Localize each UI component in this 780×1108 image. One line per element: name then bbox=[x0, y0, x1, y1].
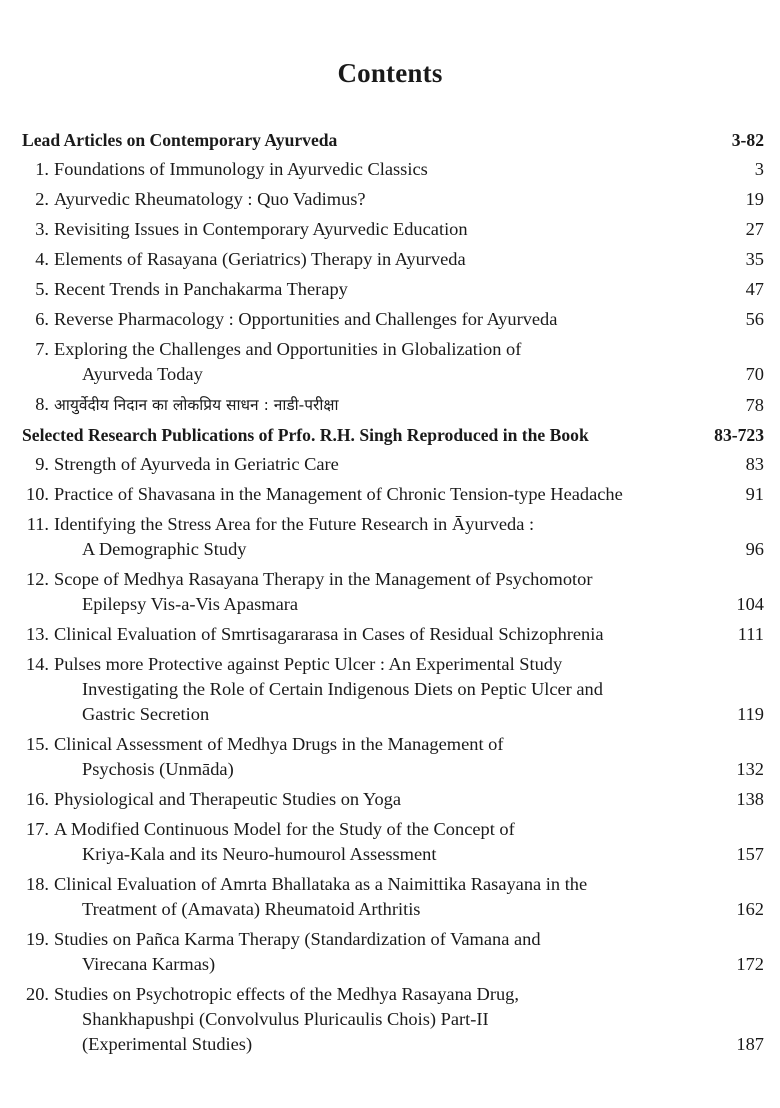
entry-number: 4. bbox=[35, 249, 49, 269]
entry-number: 13. bbox=[26, 624, 49, 644]
entry-title-line: Elements of Rasayana (Geriatrics) Therapy in Ayurveda bbox=[54, 249, 466, 269]
section-title: Selected Research Publications of Prfo. R.H. Singh Reproduced in the Book bbox=[22, 425, 589, 445]
entry-number: 12. bbox=[26, 569, 49, 589]
entry-number: 10. bbox=[26, 484, 49, 504]
entry-title-line: Strength of Ayurveda in Geriatric Care bbox=[54, 454, 339, 474]
entry-title-line: Foundations of Immunology in Ayurvedic Classics bbox=[54, 159, 428, 179]
entry-title-line: A Modified Continuous Model for the Study of the Concept of bbox=[54, 819, 515, 839]
toc-entry[interactable] bbox=[22, 392, 764, 418]
entry-title-line: Physiological and Therapeutic Studies on Yoga bbox=[54, 789, 402, 809]
entry-number: 14. bbox=[26, 654, 49, 674]
toc-entry[interactable] bbox=[22, 337, 764, 387]
section-title: Lead Articles on Contemporary Ayurveda bbox=[22, 130, 338, 150]
entry-title bbox=[54, 452, 724, 477]
entry-title-continuation: Psychosis (Unmāda) bbox=[82, 759, 234, 779]
entry-title bbox=[54, 512, 724, 562]
entry-number: 17. bbox=[26, 819, 49, 839]
entry-page-number: 56 bbox=[745, 309, 764, 329]
entry-number: 19. bbox=[26, 929, 49, 949]
entry-page-number: 104 bbox=[736, 594, 764, 614]
entry-title-continuation: Kriya-Kala and its Neuro-humourol Assessment bbox=[82, 844, 437, 864]
toc-entry[interactable] bbox=[22, 512, 764, 562]
toc-entry[interactable] bbox=[22, 872, 764, 922]
toc-entry[interactable] bbox=[22, 187, 764, 212]
entry-number: 2. bbox=[35, 189, 49, 209]
entry-title-line: Reverse Pharmacology : Opportunities and Challenges for Ayurveda bbox=[54, 309, 558, 329]
entry-page-number: 70 bbox=[745, 364, 764, 384]
page-title: Contents bbox=[337, 58, 443, 88]
entry-page-number: 157 bbox=[736, 844, 764, 864]
entry-number: 5. bbox=[35, 279, 49, 299]
section-page-range: 3-82 bbox=[731, 130, 764, 150]
entry-title-line: Clinical Evaluation of Amrta Bhallataka as a Naimittika Rasayana in the bbox=[54, 874, 588, 894]
entry-title-continuation: Epilepsy Vis-a-Vis Apasmara bbox=[82, 594, 299, 614]
entry-title bbox=[54, 982, 724, 1057]
entry-title bbox=[54, 652, 724, 727]
entry-page-number: 91 bbox=[745, 484, 764, 504]
entry-number: 16. bbox=[26, 789, 49, 809]
toc-entry[interactable] bbox=[22, 732, 764, 782]
section-heading bbox=[22, 423, 764, 448]
entry-title bbox=[54, 392, 724, 418]
entry-title bbox=[54, 567, 724, 617]
entry-page-number: 162 bbox=[736, 899, 764, 919]
entry-title bbox=[54, 927, 724, 977]
toc-entry[interactable] bbox=[22, 787, 764, 812]
section-heading bbox=[22, 128, 764, 153]
entry-title bbox=[54, 157, 724, 182]
entry-title-line: Studies on Pañca Karma Therapy (Standardization of Vamana and bbox=[54, 929, 541, 949]
toc-entry[interactable] bbox=[22, 307, 764, 332]
entry-page-number: 3 bbox=[754, 159, 764, 179]
entry-page-number: 119 bbox=[737, 704, 764, 724]
section-page-range: 83-723 bbox=[714, 425, 764, 445]
entry-title bbox=[54, 872, 724, 922]
entry-page-number: 172 bbox=[736, 954, 764, 974]
entry-page-number: 187 bbox=[736, 1034, 764, 1054]
entry-title bbox=[54, 277, 724, 302]
entry-title-continuation: Gastric Secretion bbox=[82, 704, 210, 724]
entry-title-line: Revisiting Issues in Contemporary Ayurvedic Education bbox=[54, 219, 468, 239]
entry-number: 18. bbox=[26, 874, 49, 894]
entry-title-continuation: A Demographic Study bbox=[82, 539, 247, 559]
toc-entry[interactable] bbox=[22, 157, 764, 182]
entry-number: 9. bbox=[35, 454, 49, 474]
toc-entry[interactable] bbox=[22, 247, 764, 272]
toc-entry[interactable] bbox=[22, 452, 764, 477]
entry-title-line: Identifying the Stress Area for the Future Research in Āyurveda : bbox=[54, 514, 535, 534]
entry-title-continuation: Virecana Karmas) bbox=[82, 954, 216, 974]
entry-number: 8. bbox=[35, 394, 49, 414]
entry-title-line: Ayurvedic Rheumatology : Quo Vadimus? bbox=[54, 189, 366, 209]
entry-title-line: Pulses more Protective against Peptic Ulcer : An Experimental Study bbox=[54, 654, 563, 674]
entry-title-continuation: Shankhapushpi (Convolvulus Pluricaulis Chois) Part-II bbox=[82, 1009, 489, 1029]
entry-title bbox=[54, 817, 724, 867]
toc-entry[interactable] bbox=[22, 927, 764, 977]
entry-page-number: 78 bbox=[745, 395, 764, 415]
entry-number: 1. bbox=[35, 159, 49, 179]
entry-number: 20. bbox=[26, 984, 49, 1004]
entry-title-line: Scope of Medhya Rasayana Therapy in the Management of Psychomotor bbox=[54, 569, 593, 589]
entry-title bbox=[54, 787, 724, 812]
toc-entry[interactable] bbox=[22, 817, 764, 867]
entry-title-line: Exploring the Challenges and Opportunities in Globalization of bbox=[54, 339, 522, 359]
toc-entry[interactable] bbox=[22, 482, 764, 507]
toc-entry[interactable] bbox=[22, 277, 764, 302]
entry-page-number: 19 bbox=[745, 189, 764, 209]
entry-title-continuation: Treatment of (Amavata) Rheumatoid Arthritis bbox=[82, 899, 421, 919]
entry-page-number: 138 bbox=[736, 789, 764, 809]
entry-page-number: 111 bbox=[737, 624, 764, 644]
entry-title bbox=[54, 482, 724, 507]
toc-entry[interactable] bbox=[22, 217, 764, 242]
entry-page-number: 47 bbox=[745, 279, 764, 299]
entry-page-number: 83 bbox=[745, 454, 764, 474]
entry-title-line: Clinical Evaluation of Smrtisagararasa in Cases of Residual Schizophrenia bbox=[54, 624, 604, 644]
entry-title-continuation: Investigating the Role of Certain Indigenous Diets on Peptic Ulcer and bbox=[82, 679, 603, 699]
entry-title bbox=[54, 307, 724, 332]
entry-title bbox=[54, 217, 724, 242]
entry-title-line: Practice of Shavasana in the Management of Chronic Tension-type Headache bbox=[54, 484, 623, 504]
entry-title bbox=[54, 622, 724, 647]
toc-entry[interactable] bbox=[22, 652, 764, 727]
entry-page-number: 27 bbox=[745, 219, 764, 239]
entry-title bbox=[54, 187, 724, 212]
entry-number: 6. bbox=[35, 309, 49, 329]
entry-title-continuation: (Experimental Studies) bbox=[82, 1034, 253, 1054]
entry-number: 3. bbox=[35, 219, 49, 239]
entry-title-line: आयुर्वेदीय निदान का लोकप्रिय साधन : नाडी-परीक्षा bbox=[54, 396, 339, 414]
toc-entry[interactable] bbox=[22, 622, 764, 647]
entry-title-line: Recent Trends in Panchakarma Therapy bbox=[54, 279, 348, 299]
entry-number: 11. bbox=[26, 514, 49, 534]
entry-page-number: 96 bbox=[745, 539, 764, 559]
entry-title bbox=[54, 247, 724, 272]
entry-title-line: Clinical Assessment of Medhya Drugs in the Management of bbox=[54, 734, 504, 754]
entry-page-number: 132 bbox=[736, 759, 764, 779]
entry-title bbox=[54, 337, 724, 387]
entry-title bbox=[54, 732, 724, 782]
toc-entry[interactable] bbox=[22, 982, 764, 1057]
table-of-contents bbox=[22, 128, 764, 1062]
entry-page-number: 35 bbox=[745, 249, 764, 269]
entry-title-continuation: Ayurveda Today bbox=[82, 364, 203, 384]
toc-entry[interactable] bbox=[22, 567, 764, 617]
entry-title-line: Studies on Psychotropic effects of the Medhya Rasayana Drug, bbox=[54, 984, 519, 1004]
entry-number: 15. bbox=[26, 734, 49, 754]
entry-number: 7. bbox=[35, 339, 49, 359]
